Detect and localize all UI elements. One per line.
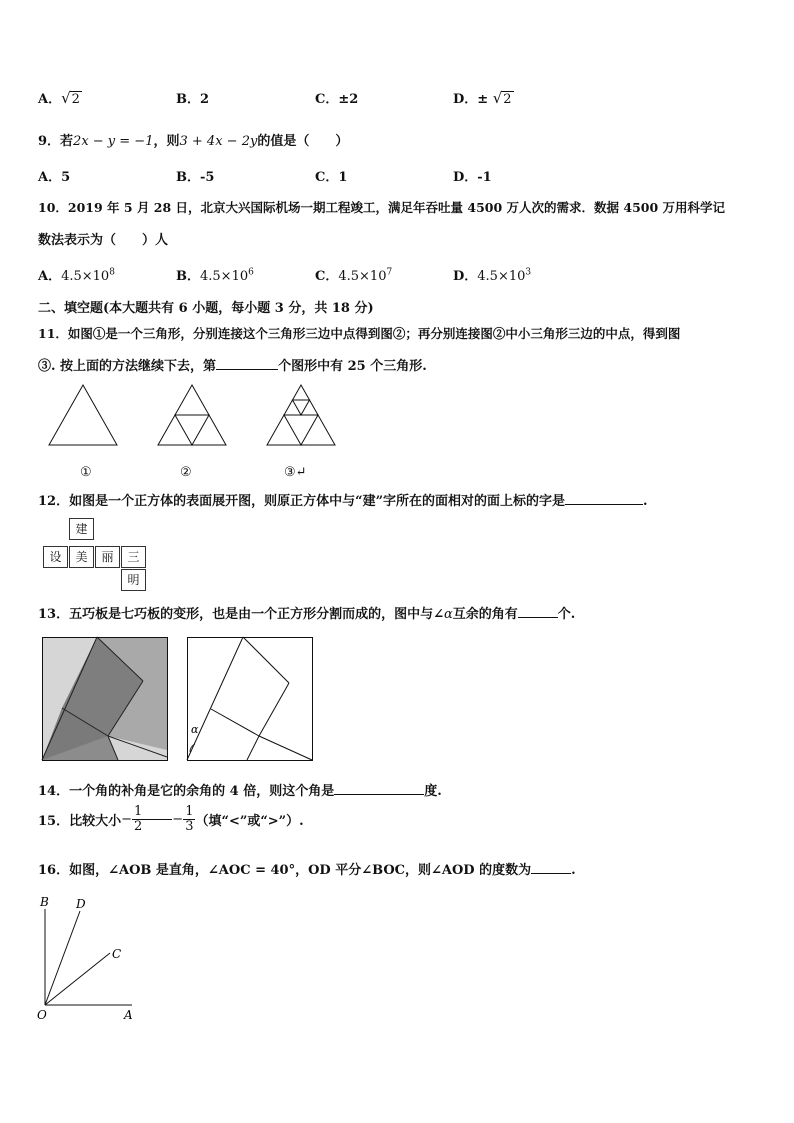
q16-label-c: C	[112, 947, 122, 961]
q16-question: 16．如图，∠AOB 是直角，∠AOC = 40°，OD 平分∠BOC，则∠AOD 的度数为 .	[38, 863, 576, 878]
q9-question: 9．若2x − y = −1，则3 + 4x − 2y的值是（ ）	[38, 134, 349, 149]
q16-label-a: A	[124, 1008, 133, 1022]
q15-fraction-1: $\frac{1}{2}$	[134, 804, 143, 834]
q13-angle-label: α	[191, 723, 199, 736]
q10-option-a: A．$4.5\times 10^8$	[38, 267, 115, 284]
section2-heading: 二、填空题(本大题共有 6 小题，每小题 3 分，共 18 分)	[38, 301, 374, 316]
cube-face-ming: 明	[121, 569, 146, 591]
q8-option-a: A．√2	[38, 89, 80, 107]
q9-option-c: C．1	[315, 170, 348, 185]
q15-answer-blank	[144, 819, 172, 820]
q11-question-line1: 11．如图①是一个三角形，分别连接这个三角形三边中点得到图②；再分别连接图②中小三角形三边的中点，得到图	[38, 326, 681, 341]
q16-label-b: B	[40, 895, 49, 909]
q9-option-b: B．-5	[176, 170, 215, 185]
q9-option-a: A．5	[38, 170, 71, 185]
q12-question: 12．如图是一个正方体的表面展开图，则原正方体中与“建”字所在的面相对的面上标的字是 .	[38, 494, 648, 509]
q13-answer-blank	[518, 617, 558, 618]
cube-face-jian: 建	[69, 518, 94, 540]
cube-face-she: 设	[43, 546, 68, 568]
q11-triangle-3	[266, 384, 336, 446]
q13-tangram-outline	[187, 637, 313, 761]
q14-question: 14．一个角的补角是它的余角的 4 倍，则这个角是 度.	[38, 784, 442, 799]
q8-option-b: B．2	[176, 92, 210, 107]
q16-angle-diagram	[36, 893, 140, 1023]
q11-question-line2: ③. 按上面的方法继续下去，第 个图形中有 25 个三角形.	[38, 359, 427, 374]
q10-option-b: B．$4.5\times 10^6$	[176, 267, 254, 284]
cube-face-san: 三	[121, 546, 146, 568]
cube-face-mei: 美	[69, 546, 94, 568]
q11-label-1: ①	[80, 465, 92, 480]
q15-question: 15．比较大小− $\frac{1}{2}$ − $\frac{1}{3}$ （填“<”或“>”）.	[38, 804, 304, 834]
q16-label-o: O	[37, 1008, 47, 1022]
q14-answer-blank	[334, 794, 424, 795]
q11-label-3: ③↵	[284, 465, 307, 480]
q16-label-d: D	[76, 897, 86, 911]
q10-option-d: D．$4.5\times 10^3$	[453, 267, 532, 284]
q13-question: 13．五巧板是七巧板的变形，也是由一个正方形分割而成的，图中与∠α互余的角有 个.	[38, 607, 576, 622]
q10-option-c: C．$4.5\times 10^7$	[315, 267, 393, 284]
q8-option-c: C．±2	[315, 92, 359, 107]
cube-face-li: 丽	[95, 546, 120, 568]
q15-fraction-2: $\frac{1}{3}$	[185, 804, 194, 834]
q11-answer-blank	[216, 369, 278, 370]
q9-option-d: D．-1	[453, 170, 492, 185]
q11-triangle-2	[157, 384, 227, 446]
q13-tangram-shaded	[42, 637, 168, 761]
q11-label-2: ②	[180, 465, 192, 480]
q8-option-d: D．± √2	[453, 89, 512, 107]
q10-question-line1: 10．2019 年 5 月 28 日，北京大兴国际机场一期工程竣工，满足年吞吐量 4500 万人次的需求．数据 4500 万用科学记	[38, 200, 726, 215]
q10-question-line2: 数法表示为（ ）人	[38, 233, 169, 248]
q12-answer-blank	[565, 504, 643, 505]
q11-triangle-1	[48, 384, 118, 446]
q16-answer-blank	[531, 873, 571, 874]
